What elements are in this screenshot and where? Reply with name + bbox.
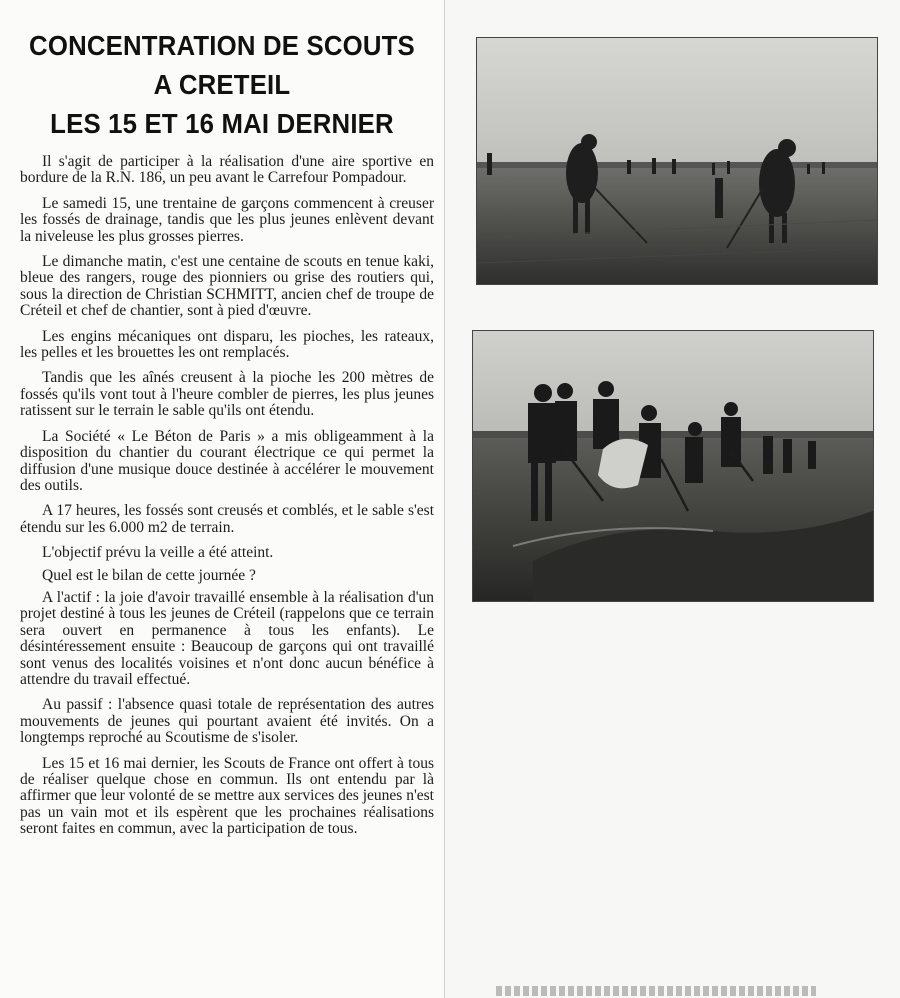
paragraph-2: Le samedi 15, une trentaine de garçons commencent à creuser les fossés de drainage, tandis que les plus jeunes enlèvent devant la niveleuse les plus grosses pierres. xyxy=(20,194,434,245)
headline xyxy=(18,26,426,143)
headline-line-3: LES 15 ET 16 MAI DERNIER xyxy=(50,108,394,139)
photo-scouts-digging-trench xyxy=(472,330,874,602)
newspaper-clipping xyxy=(0,0,445,998)
paragraph-10: A l'actif : la joie d'avoir travaillé ensemble à la réalisation d'un projet destiné à tous les jeunes de Créteil (rappelons que ce terrain sera ouvert en permanence à tous les enfants). Le désintéressement ensuite : Beaucoup de garçons qui ont travaillé sont venus des localités voisines et n'ont donc aucun bénéfice à attendre du travail effectué. xyxy=(20,588,434,688)
paragraph-12: Les 15 et 16 mai dernier, les Scouts de France ont offert à tous de réaliser quelque chose en commun. Ils ont entendu par là affirmer que leur volonté de se mettre aux services des jeunes n'est pas un vain mot et ils espèrent que les prochaines réalisations seront faites en commun, avec la participation de tous. xyxy=(20,754,434,838)
headline-line-1: CONCENTRATION DE SCOUTS xyxy=(29,30,415,61)
photo-scouts-raking-field xyxy=(476,37,878,285)
paragraph-1: Il s'agit de participer à la réalisation d'une aire sportive en bordure de la R.N. 186, un peu avant le Carrefour Pompadour. xyxy=(20,153,434,187)
photo-raking-icon xyxy=(477,38,877,284)
faint-bottom-text xyxy=(496,986,816,996)
paragraph-5: Tandis que les aînés creusent à la pioche les 200 mètres de fossés qu'ils vont tout à l'heure combler de pierres, les plus jeunes ratissent sur le terrain le sable qu'ils ont étendu. xyxy=(20,369,434,420)
photo-digging-icon xyxy=(473,331,873,601)
paragraph-3: Le dimanche matin, c'est une centaine de scouts en tenue kaki, bleue des rangers, rouge des pionniers ou grise des routiers qui, sous la direction de Christian SCHMITT, ancien chef de troupe de Créteil et chef de chantier, sont à pied d'œuvre. xyxy=(20,253,434,320)
paragraph-6: La Société « Le Béton de Paris » a mis obligeamment à la disposition du chantier du courant électrique ce qui permet la diffusion d'une musique douce destinée à accélérer le mouvement des outils. xyxy=(20,427,434,494)
headline-line-2: A CRETEIL xyxy=(153,69,291,100)
paragraph-9: Quel est le bilan de cette journée ? xyxy=(42,566,256,584)
article-body xyxy=(20,154,434,847)
paragraph-7: A 17 heures, les fossés sont creusés et comblés, et le sable s'est étendu sur les 6.000 m2 de terrain. xyxy=(20,502,434,536)
paragraph-4: Les engins mécaniques ont disparu, les pioches, les rateaux, les pelles et les brouettes les ont remplacés. xyxy=(20,327,434,362)
paragraph-8: L'objectif prévu la veille a été atteint. xyxy=(42,544,274,562)
paragraph-11: Au passif : l'absence quasi totale de représentation des autres mouvements de jeunes qui pourtant avaient été invités. On a longtemps reproché au Scoutisme de s'isoler. xyxy=(20,696,434,747)
